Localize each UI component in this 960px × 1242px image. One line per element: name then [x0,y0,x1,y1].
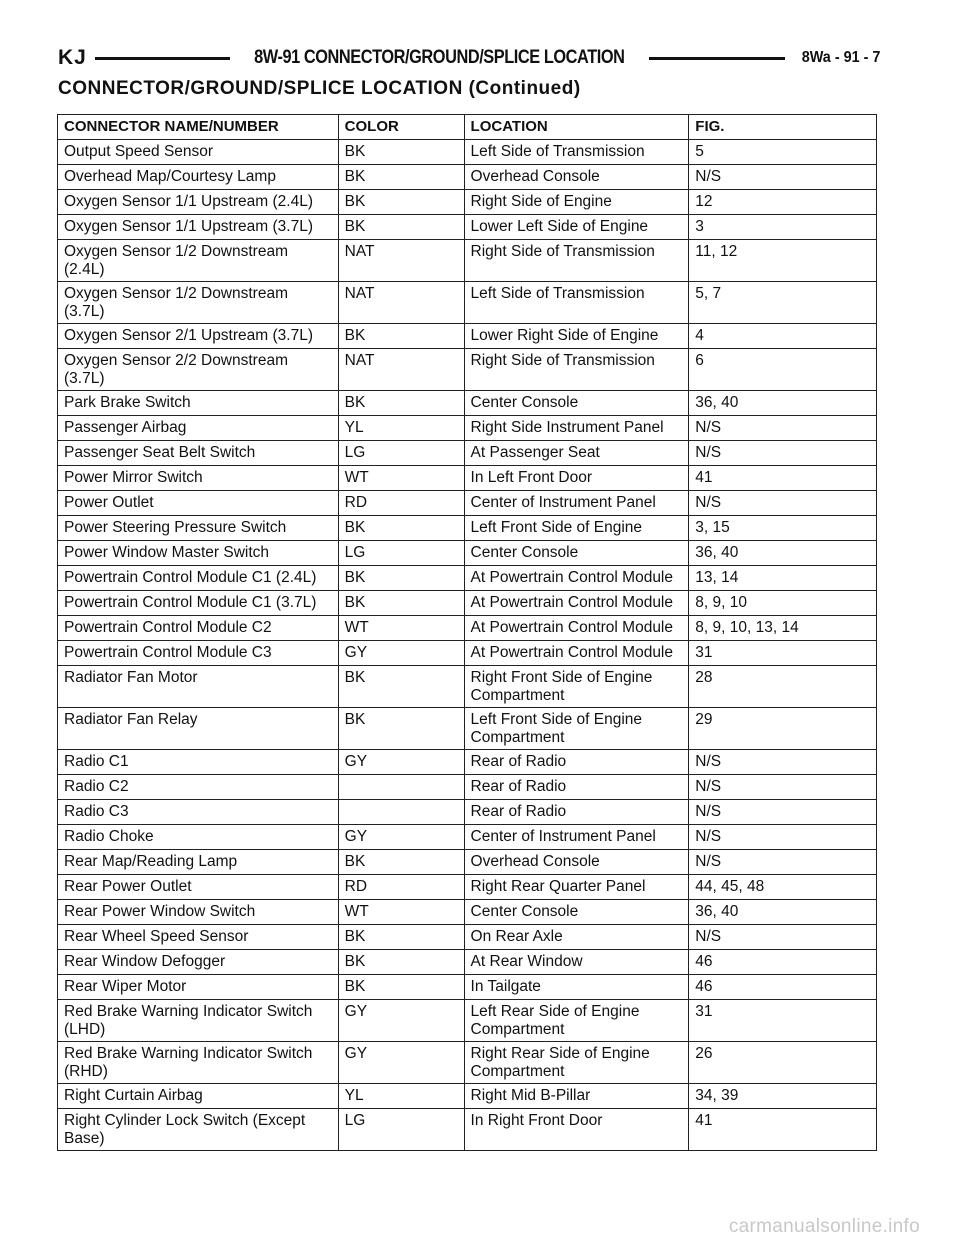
cell-color: GY [338,750,464,775]
cell-fig: 8, 9, 10, 13, 14 [689,616,877,641]
cell-color: LG [338,1109,464,1151]
cell-location: Left Front Side of Engine Compartment [464,708,689,750]
cell-fig: N/S [689,441,877,466]
cell-connector-name: Oxygen Sensor 2/1 Upstream (3.7L) [58,324,339,349]
cell-connector-name: Powertrain Control Module C1 (3.7L) [58,591,339,616]
cell-connector-name: Radiator Fan Motor [58,666,339,708]
cell-color: BK [338,566,464,591]
cell-connector-name: Radio C3 [58,800,339,825]
cell-fig: 36, 40 [689,541,877,566]
table-row [58,900,877,925]
section-title: CONNECTOR/GROUND/SPLICE LOCATION (Continued) [58,78,581,99]
cell-location: At Powertrain Control Module [464,616,689,641]
cell-location: Center Console [464,391,689,416]
cell-fig: 44, 45, 48 [689,875,877,900]
table-row [58,825,877,850]
table-row [58,416,877,441]
page-number: 8Wa - 91 - 7 [801,49,880,66]
table-row [58,1000,877,1042]
cell-location: Center of Instrument Panel [464,825,689,850]
cell-color [338,800,464,825]
table-row [58,140,877,165]
connector-location-table [57,114,877,1151]
cell-fig: 6 [689,349,877,391]
cell-location: Left Side of Transmission [464,140,689,165]
cell-color: LG [338,441,464,466]
cell-fig: 28 [689,666,877,708]
cell-connector-name: Oxygen Sensor 1/1 Upstream (2.4L) [58,190,339,215]
table-row [58,324,877,349]
cell-location: Rear of Radio [464,800,689,825]
cell-color: BK [338,215,464,240]
cell-connector-name: Rear Map/Reading Lamp [58,850,339,875]
cell-location: In Right Front Door [464,1109,689,1151]
cell-location: Right Side of Transmission [464,349,689,391]
cell-connector-name: Passenger Seat Belt Switch [58,441,339,466]
cell-color: WT [338,900,464,925]
cell-location: Right Front Side of Engine Compartment [464,666,689,708]
cell-fig: 31 [689,641,877,666]
cell-fig: 36, 40 [689,391,877,416]
cell-color: RD [338,491,464,516]
table-row [58,616,877,641]
cell-location: Rear of Radio [464,775,689,800]
cell-fig: N/S [689,775,877,800]
column-header-connector: CONNECTOR NAME/NUMBER [58,115,339,140]
cell-connector-name: Output Speed Sensor [58,140,339,165]
cell-connector-name: Oxygen Sensor 1/2 Downstream (2.4L) [58,240,339,282]
header-title: 8W-91 CONNECTOR/GROUND/SPLICE LOCATION [254,47,625,68]
cell-location: Overhead Console [464,165,689,190]
cell-fig: N/S [689,925,877,950]
cell-fig: 4 [689,324,877,349]
cell-color: BK [338,324,464,349]
cell-location: In Left Front Door [464,466,689,491]
cell-fig: 5 [689,140,877,165]
cell-connector-name: Radio C2 [58,775,339,800]
table-row [58,541,877,566]
watermark: carmanualsonline.info [728,1216,920,1237]
column-header-color: COLOR [338,115,464,140]
cell-connector-name: Red Brake Warning Indicator Switch (RHD) [58,1042,339,1084]
cell-fig: N/S [689,850,877,875]
cell-location: Left Side of Transmission [464,282,689,324]
cell-location: Right Mid B-Pillar [464,1084,689,1109]
cell-connector-name: Oxygen Sensor 1/1 Upstream (3.7L) [58,215,339,240]
cell-connector-name: Right Curtain Airbag [58,1084,339,1109]
cell-location: Right Rear Quarter Panel [464,875,689,900]
cell-fig: 36, 40 [689,900,877,925]
cell-fig: 11, 12 [689,240,877,282]
header-rule-right [649,57,785,60]
table-row [58,566,877,591]
cell-fig: 41 [689,466,877,491]
header-rule-left [95,57,231,60]
table-row [58,975,877,1000]
table-row [58,666,877,708]
cell-color: GY [338,825,464,850]
table-row [58,441,877,466]
table-row [58,925,877,950]
cell-color: BK [338,165,464,190]
cell-connector-name: Rear Power Outlet [58,875,339,900]
cell-location: Right Rear Side of Engine Compartment [464,1042,689,1084]
cell-color: YL [338,416,464,441]
cell-location: Right Side Instrument Panel [464,416,689,441]
cell-fig: 8, 9, 10 [689,591,877,616]
table-row [58,1084,877,1109]
cell-location: At Powertrain Control Module [464,641,689,666]
cell-fig: N/S [689,825,877,850]
table-row [58,775,877,800]
cell-color: GY [338,1000,464,1042]
cell-connector-name: Red Brake Warning Indicator Switch (LHD) [58,1000,339,1042]
table-row [58,240,877,282]
cell-fig: 46 [689,950,877,975]
cell-location: At Rear Window [464,950,689,975]
cell-fig: N/S [689,750,877,775]
cell-color: BK [338,708,464,750]
cell-connector-name: Oxygen Sensor 1/2 Downstream (3.7L) [58,282,339,324]
cell-location: Center Console [464,900,689,925]
cell-connector-name: Powertrain Control Module C1 (2.4L) [58,566,339,591]
cell-connector-name: Rear Wheel Speed Sensor [58,925,339,950]
cell-color: RD [338,875,464,900]
cell-color: BK [338,591,464,616]
cell-color: WT [338,616,464,641]
cell-connector-name: Passenger Airbag [58,416,339,441]
cell-color: BK [338,850,464,875]
page-header [58,44,880,72]
cell-color: WT [338,466,464,491]
cell-color: BK [338,925,464,950]
table-row [58,641,877,666]
cell-color: NAT [338,349,464,391]
cell-fig: N/S [689,491,877,516]
cell-location: Lower Right Side of Engine [464,324,689,349]
cell-color: BK [338,950,464,975]
cell-fig: 46 [689,975,877,1000]
table-row [58,708,877,750]
cell-fig: 3, 15 [689,516,877,541]
cell-location: In Tailgate [464,975,689,1000]
cell-fig: 29 [689,708,877,750]
cell-color: LG [338,541,464,566]
cell-color: GY [338,641,464,666]
cell-connector-name: Radio C1 [58,750,339,775]
cell-color: BK [338,190,464,215]
cell-connector-name: Power Mirror Switch [58,466,339,491]
cell-location: Right Side of Engine [464,190,689,215]
cell-location: Center of Instrument Panel [464,491,689,516]
cell-fig: 41 [689,1109,877,1151]
cell-color: GY [338,1042,464,1084]
table-row [58,1042,877,1084]
cell-color: NAT [338,240,464,282]
cell-location: Left Front Side of Engine [464,516,689,541]
cell-location: Rear of Radio [464,750,689,775]
cell-location: Left Rear Side of Engine Compartment [464,1000,689,1042]
table-row [58,1109,877,1151]
table-header-row [58,115,877,140]
table-row [58,349,877,391]
table-row [58,875,877,900]
cell-color: NAT [338,282,464,324]
cell-color: BK [338,975,464,1000]
table-row [58,950,877,975]
table-row [58,750,877,775]
cell-location: Overhead Console [464,850,689,875]
cell-connector-name: Power Outlet [58,491,339,516]
cell-location: Center Console [464,541,689,566]
cell-connector-name: Park Brake Switch [58,391,339,416]
cell-color: BK [338,391,464,416]
cell-fig: 13, 14 [689,566,877,591]
cell-fig: N/S [689,165,877,190]
table-row [58,165,877,190]
cell-location: At Powertrain Control Module [464,591,689,616]
cell-color: YL [338,1084,464,1109]
cell-fig: 34, 39 [689,1084,877,1109]
table-row [58,800,877,825]
cell-color: BK [338,666,464,708]
cell-connector-name: Radiator Fan Relay [58,708,339,750]
model-code: KJ [58,46,87,69]
table-row [58,491,877,516]
cell-color: BK [338,516,464,541]
cell-connector-name: Overhead Map/Courtesy Lamp [58,165,339,190]
cell-connector-name: Radio Choke [58,825,339,850]
cell-location: At Passenger Seat [464,441,689,466]
cell-location: At Powertrain Control Module [464,566,689,591]
cell-location: Right Side of Transmission [464,240,689,282]
cell-fig: N/S [689,800,877,825]
table-row [58,516,877,541]
cell-connector-name: Rear Power Window Switch [58,900,339,925]
cell-fig: 31 [689,1000,877,1042]
table-row [58,591,877,616]
cell-fig: N/S [689,416,877,441]
column-header-fig: FIG. [689,115,877,140]
cell-location: Lower Left Side of Engine [464,215,689,240]
cell-fig: 5, 7 [689,282,877,324]
table-row [58,282,877,324]
cell-location: On Rear Axle [464,925,689,950]
table-body [58,140,877,1151]
cell-connector-name: Rear Window Defogger [58,950,339,975]
cell-connector-name: Rear Wiper Motor [58,975,339,1000]
cell-fig: 26 [689,1042,877,1084]
table-row [58,850,877,875]
cell-color: BK [338,140,464,165]
cell-color [338,775,464,800]
table-row [58,190,877,215]
column-header-location: LOCATION [464,115,689,140]
cell-fig: 12 [689,190,877,215]
cell-connector-name: Right Cylinder Lock Switch (Except Base) [58,1109,339,1151]
table-row [58,466,877,491]
cell-fig: 3 [689,215,877,240]
cell-connector-name: Powertrain Control Module C2 [58,616,339,641]
cell-connector-name: Power Window Master Switch [58,541,339,566]
cell-connector-name: Oxygen Sensor 2/2 Downstream (3.7L) [58,349,339,391]
cell-connector-name: Powertrain Control Module C3 [58,641,339,666]
table-row [58,215,877,240]
table-row [58,391,877,416]
cell-connector-name: Power Steering Pressure Switch [58,516,339,541]
